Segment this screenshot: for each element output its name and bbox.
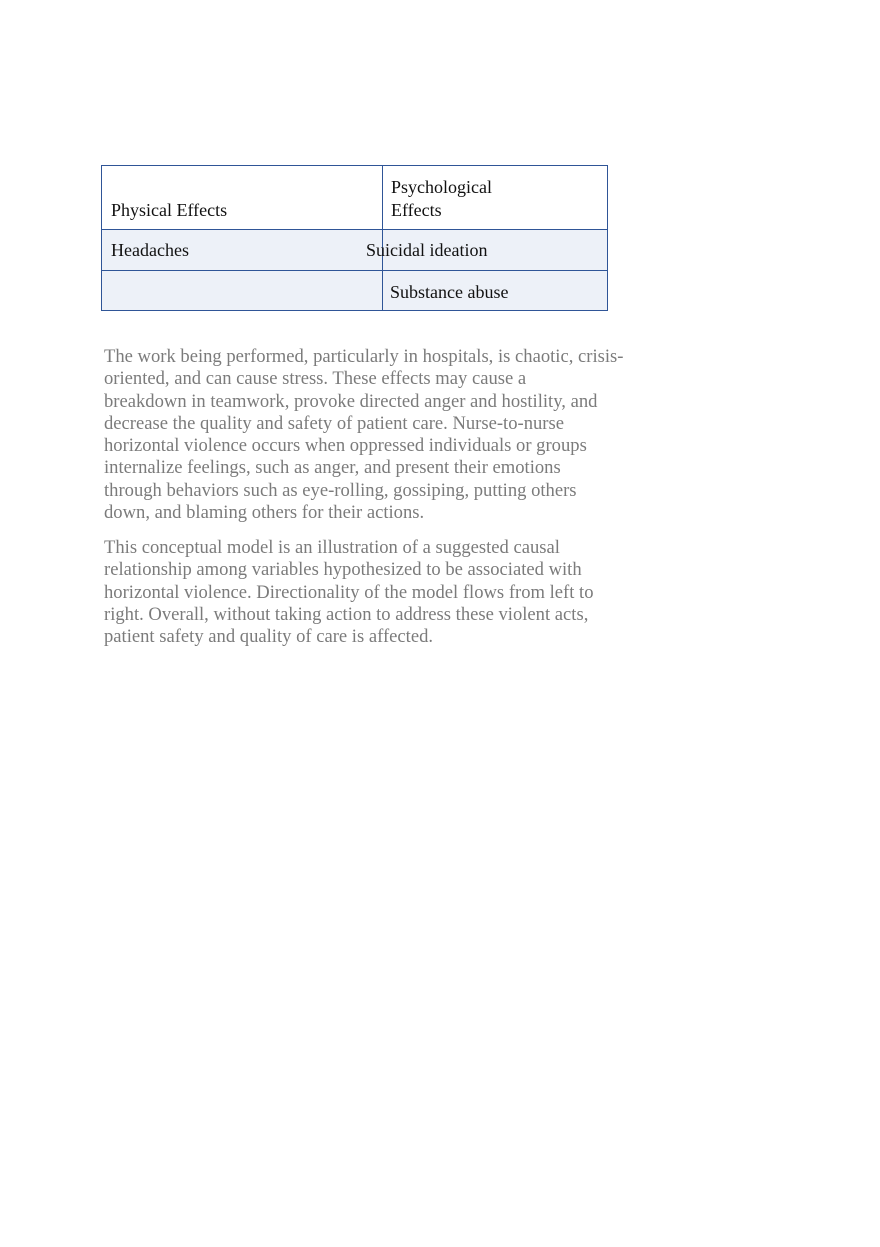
effects-table	[101, 165, 608, 311]
paragraph-line: patient safety and quality of care is affected.	[104, 626, 434, 648]
header-psychological-line2: Effects	[391, 200, 442, 220]
paragraph-line: decrease the quality and safety of patient care. Nurse-to-nurse	[104, 412, 564, 434]
paragraph-work-stress	[104, 346, 664, 524]
paragraph-line: oriented, and can cause stress. These effects may cause a	[104, 368, 527, 390]
cell-substance-abuse: Substance abuse	[390, 282, 509, 302]
paragraph-line: through behaviors such as eye-rolling, gossiping, putting others	[104, 479, 577, 501]
paragraph-line: horizontal violence occurs when oppressed individuals or groups	[104, 435, 587, 457]
paragraph-line: The work being performed, particularly in hospitals, is chaotic, crisis-	[104, 346, 624, 367]
paragraph-line: breakdown in teamwork, provoke directed anger and hostility, and	[104, 390, 598, 412]
table-row-shading-2	[102, 271, 607, 310]
table-rule-header	[102, 229, 607, 230]
cell-suicidal-ideation: Suicidal ideation	[366, 240, 488, 260]
header-psychological-line1: Psychological	[391, 177, 492, 197]
paragraph-line: right. Overall, without taking action to address these violent acts,	[104, 603, 589, 625]
cell-headaches: Headaches	[111, 240, 189, 260]
paragraph-line: This conceptual model is an illustration of a suggested causal	[104, 537, 560, 558]
paragraph-line: down, and blaming others for their actions.	[104, 502, 425, 524]
table-column-divider	[382, 166, 383, 310]
paragraph-line: horizontal violence. Directionality of the model flows from left to	[104, 581, 594, 603]
header-physical-effects: Physical Effects	[111, 200, 228, 220]
paragraph-conceptual-model	[104, 537, 664, 648]
paragraph-line: relationship among variables hypothesized to be associated with	[104, 559, 582, 581]
paragraph-line: internalize feelings, such as anger, and present their emotions	[104, 457, 561, 479]
table-rule-row	[102, 270, 607, 271]
